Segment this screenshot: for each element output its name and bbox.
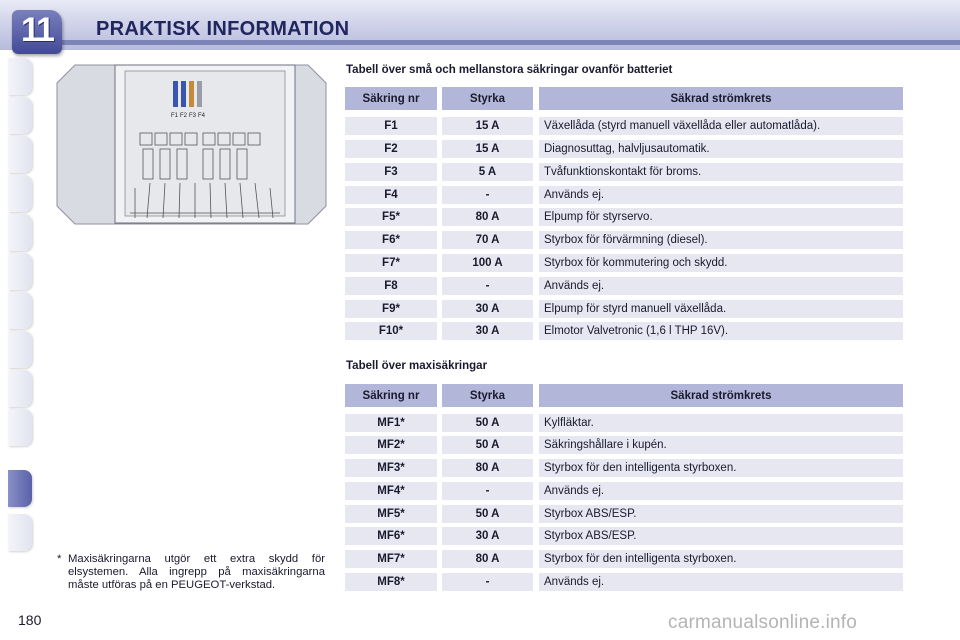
fuse-number: F6*	[345, 231, 437, 249]
fuse-circuit: Styrbox för kommutering och skydd.	[539, 254, 903, 272]
watermark: carmanualsonline.info	[668, 612, 858, 633]
header-circuit: Säkrad strömkrets	[539, 384, 903, 407]
fuse-circuit: Styrbox ABS/ESP.	[539, 527, 903, 545]
fuse-rating: 5 A	[442, 163, 533, 181]
fuse-rating: -	[442, 186, 533, 204]
fuse-rating: 30 A	[442, 527, 533, 545]
fuse-rating: 80 A	[442, 550, 533, 568]
fuse-circuit: Styrbox för den intelligenta styrboxen.	[539, 550, 903, 568]
fuse-number: F10*	[345, 322, 437, 340]
fuse-number: MF3*	[345, 459, 437, 477]
header-rating: Styrka	[442, 384, 533, 407]
fuse-circuit: Styrbox för den intelligenta styrboxen.	[539, 459, 903, 477]
chapter-tab[interactable]	[8, 331, 32, 368]
table-row	[345, 505, 903, 523]
fuse-number: MF4*	[345, 482, 437, 500]
fuse-circuit: Säkringshållare i kupén.	[539, 436, 903, 454]
chapter-tab[interactable]	[8, 514, 32, 551]
chapter-tab[interactable]	[8, 58, 32, 95]
fuse-rating: 30 A	[442, 300, 533, 318]
header-circuit: Säkrad strömkrets	[539, 87, 903, 110]
fuse-number: F2	[345, 140, 437, 158]
table-row	[345, 117, 903, 135]
fuse-circuit: Används ej.	[539, 482, 903, 500]
table-row	[345, 414, 903, 432]
page-title: PRAKTISK INFORMATION	[96, 18, 350, 40]
chapter-tabs	[0, 58, 36, 578]
fuse-rating: 100 A	[442, 254, 533, 272]
table-row	[345, 573, 903, 591]
fuse-circuit: Växellåda (styrd manuell växellåda eller automatlåda).	[539, 117, 903, 135]
fuse-rating: 15 A	[442, 117, 533, 135]
fuse-number: MF5*	[345, 505, 437, 523]
fuse-circuit: Elmotor Valvetronic (1,6 l THP 16V).	[539, 322, 903, 340]
table-header-row	[345, 384, 903, 407]
chapter-tab[interactable]	[8, 292, 32, 329]
fuse-circuit: Styrbox för förvärmning (diesel).	[539, 231, 903, 249]
fuse-rating: 50 A	[442, 414, 533, 432]
fuse-circuit: Elpump för styrservo.	[539, 208, 903, 226]
fuse-rating: -	[442, 277, 533, 295]
fuse-rating: 80 A	[442, 459, 533, 477]
chapter-tab-active[interactable]	[8, 470, 32, 507]
table-row	[345, 322, 903, 340]
header-fuse-number: Säkring nr	[345, 87, 437, 110]
chapter-tab[interactable]	[8, 409, 32, 446]
fuse-circuit: Styrbox ABS/ESP.	[539, 505, 903, 523]
fuse-label: F4	[198, 113, 206, 119]
fuse-rating: 15 A	[442, 140, 533, 158]
table-header-row	[345, 87, 903, 110]
table-row	[345, 231, 903, 249]
fuse-circuit: Diagnosuttag, halvljusautomatik.	[539, 140, 903, 158]
fuse-box-illustration	[55, 63, 328, 226]
fuse-circuit: Används ej.	[539, 573, 903, 591]
fuse-number: MF2*	[345, 436, 437, 454]
fuse-rating: -	[442, 573, 533, 591]
table-row	[345, 186, 903, 204]
table-row	[345, 436, 903, 454]
table-row	[345, 208, 903, 226]
footnote-text: Maxisäkringarna utgör ett extra skydd för elsystemen. Alla ingrepp på maxisäkringarna måste utföras på en PEUGEOT-verkstad.	[68, 553, 325, 591]
fuse-number: F4	[345, 186, 437, 204]
fuse-rating: -	[442, 482, 533, 500]
fuse-number: F9*	[345, 300, 437, 318]
chapter-number: 11	[21, 11, 53, 49]
fuse-number: F8	[345, 277, 437, 295]
table1-title: Tabell över små och mellanstora säkringar ovanför batteriet	[346, 64, 673, 76]
chapter-tab[interactable]	[8, 370, 32, 407]
fuse-number: MF7*	[345, 550, 437, 568]
fuse-circuit: Kylfläktar.	[539, 414, 903, 432]
fuse-number: F3	[345, 163, 437, 181]
table-row	[345, 277, 903, 295]
fuse-rating: 80 A	[442, 208, 533, 226]
header-fuse-number: Säkring nr	[345, 384, 437, 407]
chapter-tab[interactable]	[8, 214, 32, 251]
footnote	[57, 553, 325, 592]
page-number: 180	[18, 612, 42, 628]
fuse-number: F7*	[345, 254, 437, 272]
fuse-rating: 30 A	[442, 322, 533, 340]
fuse-rating: 70 A	[442, 231, 533, 249]
fuse-circuit: Används ej.	[539, 277, 903, 295]
table-row	[345, 140, 903, 158]
table2-title: Tabell över maxisäkringar	[346, 360, 488, 372]
fuse-circuit: Elpump för styrd manuell växellåda.	[539, 300, 903, 318]
fuse-label: F3	[189, 113, 197, 119]
table-row	[345, 482, 903, 500]
chapter-tab[interactable]	[8, 175, 32, 212]
fuse-number: F1	[345, 117, 437, 135]
table-row	[345, 163, 903, 181]
fuse-label: F2	[180, 113, 188, 119]
chapter-tab[interactable]	[8, 136, 32, 173]
table-row	[345, 527, 903, 545]
table-row	[345, 550, 903, 568]
table-row	[345, 300, 903, 318]
fuse-label: F1	[171, 113, 179, 119]
fuse-number: MF1*	[345, 414, 437, 432]
fuse-rating: 50 A	[442, 436, 533, 454]
fuse-number: MF6*	[345, 527, 437, 545]
fuse-circuit: Används ej.	[539, 186, 903, 204]
table-row	[345, 254, 903, 272]
fuse-rating: 50 A	[442, 505, 533, 523]
fuse-number: F5*	[345, 208, 437, 226]
chapter-tab[interactable]	[8, 253, 32, 290]
fuse-circuit: Tvåfunktionskontakt för broms.	[539, 163, 903, 181]
fuse-number: MF8*	[345, 573, 437, 591]
chapter-tab[interactable]	[8, 97, 32, 134]
footnote-marker: *	[57, 553, 62, 565]
header-rating: Styrka	[442, 87, 533, 110]
table-row	[345, 459, 903, 477]
